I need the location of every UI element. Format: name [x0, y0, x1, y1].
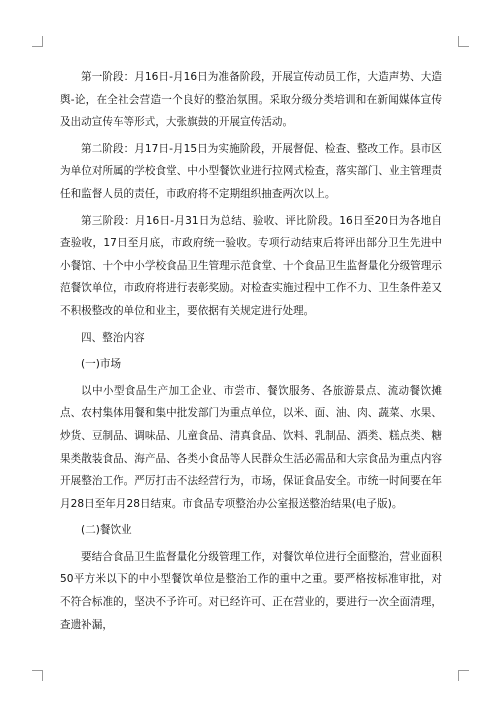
- crop-mark-top-right: [458, 36, 469, 47]
- paragraph-catering: 要结合食品卫生监督量化分级管理工作，对餐饮单位进行全面整治，营业面积50平方米以下的中小型餐饮单位是整治工作的重中之重。要严格按标准审批，对不符合标准的，坚决不予许可。对已经许可、正在营业的，要进行一次全面清理，查遗补漏，: [60, 550, 442, 631]
- paragraph-phase-three: 第三阶段：月16日-月31日为总结、验收、评比阶段。16日至20日为各地自查验收，17日至月底，市政府统一验收。专项行动结束后将评出部分卫生先进中小餐馆、十个中小学校食品卫生管理示范食堂、十个食品卫生监督量化分级管理示范餐饮单位，市政府将进行表彰奖励。对检查实施过程中工作不力、卫生条件差又不积极整改的单位和业主，要依据有关规定进行处理。: [60, 214, 442, 317]
- paragraph-phase-two: 第二阶段：月17日-月15日为实施阶段，开展督促、检查、整改工作。县市区为单位对所属的学校食堂、中小型餐饮业进行拉网式检查，落实部门、业主管理责任和监督人员的责任，市政府将不定期组织抽查两次以上。: [60, 142, 442, 200]
- section-heading-rectification-content: 四、整治内容: [81, 331, 145, 344]
- subheading-catering: (二)餐饮业: [81, 524, 132, 537]
- crop-mark-bottom-left: [32, 670, 43, 681]
- paragraph-phase-one: 第一阶段：月16日-月16日为准备阶段，开展宣传动员工作，大造声势、大造舆-论，在全社会营造一个良好的整治氛围。采取分级分类培训和在新闻媒体宣传及出动宣传车等形式，大张旗鼓的开展宣传活动。: [60, 71, 442, 129]
- paragraph-market: 以中小型食品生产加工企业、市尝市、餐饮服务、各旅游景点、流动餐饮摊点、农村集体用餐和集中批发部门为重点单位，以米、面、油、肉、蔬菜、水果、炒货、豆制品、调味品、儿童食品、清真食品、饮料、乳制品、酒类、糕点类、糖果类散装食品、海产品、各类小食品等人民群众生活必需品和大宗食品为重点内容开展整治工作。严厉打击不法经营行为，市场，保证食品安全。市统一时间要在年月28日至年月28日结束。市食品专项整治办公室报送整治结果(电子版)。: [60, 384, 442, 510]
- subheading-market: (一)市场: [81, 358, 122, 371]
- document-body: [60, 66, 442, 640]
- crop-mark-top-left: [32, 36, 43, 47]
- crop-mark-bottom-right: [458, 670, 469, 681]
